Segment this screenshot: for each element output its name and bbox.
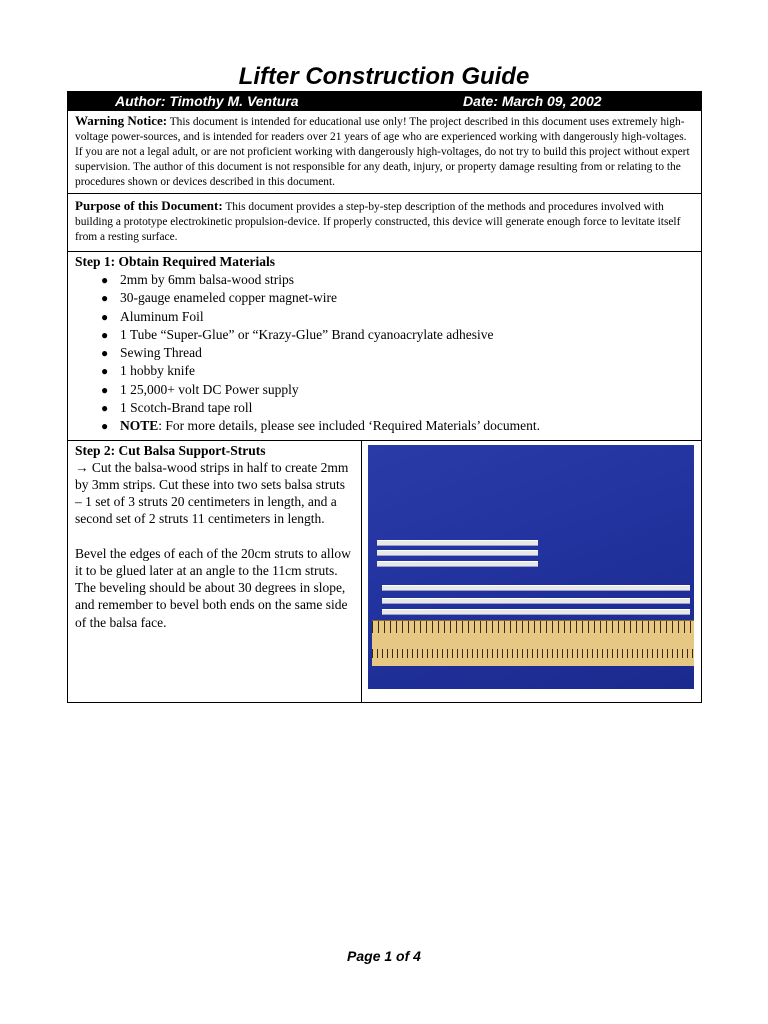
list-item-text: 2mm by 6mm balsa-wood strips [120, 272, 294, 287]
ruler [372, 620, 694, 666]
list-item [101, 308, 694, 326]
ruler-ticks-lower [372, 649, 694, 658]
list-item [101, 344, 694, 362]
step2-para2: Bevel the edges of each of the 20cm struts to allow it to be glued later at an angle to the 11cm struts. The beveling should be about 30 degrees in slope, and remember to bevel both ends on the same side of the balsa face. [75, 545, 351, 630]
long-strut [382, 598, 690, 604]
bullet-icon: ● [101, 382, 109, 397]
page-number: Page 1 of 4 [347, 948, 421, 964]
header-row [68, 92, 702, 111]
purpose-text: This document provides a step-by-step description of the methods and procedures involved with building a prototype electrokinetic propulsion-device. If properly constructed, this device will generate enough force to levitate itself from a resting surface. [75, 201, 681, 243]
bullet-icon: ● [101, 419, 109, 434]
list-item-text: 1 Tube “Super-Glue” or “Krazy-Glue” Brand cyanoacrylate adhesive [120, 326, 494, 342]
bullet-icon: ● [101, 346, 109, 361]
long-strut [382, 609, 690, 615]
bullet-icon: ● [101, 273, 109, 287]
step2-heading: Step 2: Cut Balsa Support-Struts [75, 442, 266, 458]
bullet-icon: ● [101, 309, 109, 324]
list-item [101, 289, 694, 307]
note-text: : For more details, please see included ‘Required Materials’ document. [158, 418, 541, 434]
list-item [101, 271, 694, 289]
purpose-lead: Purpose of this Document: [75, 198, 223, 213]
step2-section [68, 440, 362, 702]
step2-para1-text: Cut the balsa-wood strips in half to create 2mm by 3mm strips. Cut these into two sets balsa struts – 1 set of 3 struts 20 centimeters in length, and a second set of 2 struts 11 centimeters in length. [75, 459, 349, 527]
step1-heading: Step 1: Obtain Required Materials [75, 254, 275, 269]
step1-row [68, 252, 702, 441]
list-item [101, 399, 694, 417]
list-item-text: Aluminum Foil [120, 308, 204, 324]
list-item-text: 30-gauge enameled copper magnet-wire [120, 290, 338, 306]
short-strut [377, 561, 538, 567]
document-title: Lifter Construction Guide [238, 63, 530, 90]
short-strut [377, 550, 538, 556]
date-cell: Date: March 09, 2002 [362, 92, 702, 111]
list-item-text: Sewing Thread [120, 345, 202, 361]
note-label: NOTE [120, 418, 159, 434]
warning-notice [68, 111, 702, 194]
ruler-ticks [372, 621, 694, 633]
photo-cell [362, 440, 702, 702]
warning-text: This document is intended for educational use only! The project described in this document uses extremely high-voltage power-sources, and is intended for readers over 21 years of age who are experienced working with dangerously high-voltages. If you are not a legal adult, or are not proficient working with dangerously high-voltages, do not try to build this project without expert supervision. The author of this document is not responsible for any death, injury, or property damage resulting from or relating to the procedures shown or devices described in this document. [75, 116, 690, 188]
list-item [101, 381, 694, 399]
materials-list [75, 271, 694, 436]
short-strut [377, 540, 538, 546]
list-item-text: 1 hobby knife [120, 363, 195, 379]
bullet-icon: ● [101, 401, 109, 416]
bullet-icon: ● [101, 291, 109, 306]
bullet-icon: ● [101, 364, 109, 379]
arrow-icon: → [75, 459, 89, 475]
list-item-text: 1 Scotch-Brand tape roll [120, 400, 253, 416]
warning-row [68, 111, 702, 194]
long-strut [382, 585, 690, 591]
warning-lead: Warning Notice: [75, 113, 168, 128]
guide-table [67, 91, 702, 703]
list-item-text: 1 25,000+ volt DC Power supply [120, 381, 299, 397]
purpose-row [68, 194, 702, 252]
list-item [101, 326, 694, 344]
purpose-section [68, 194, 702, 252]
step1-section [68, 252, 702, 441]
balsa-struts-photo [368, 445, 694, 689]
step2-para1 [75, 459, 354, 528]
author-cell: Author: Timothy M. Ventura [68, 92, 362, 111]
list-item [101, 362, 694, 380]
step2-row [68, 440, 702, 702]
bullet-icon: ● [101, 327, 109, 342]
note-item [101, 417, 694, 435]
